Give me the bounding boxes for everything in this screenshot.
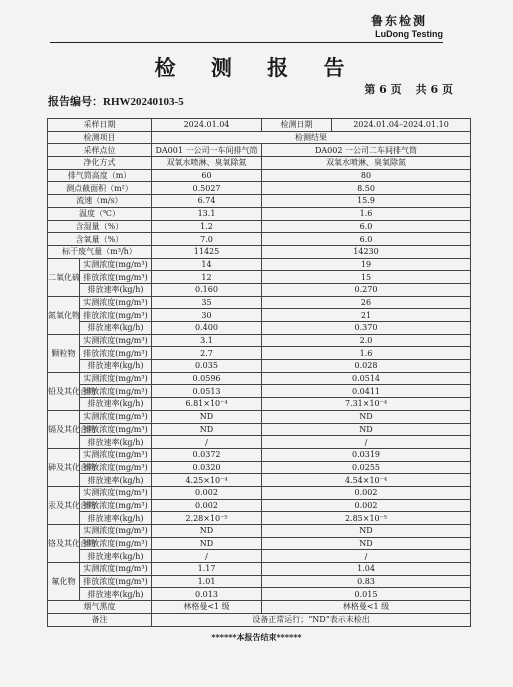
result-value-2: 0.270 bbox=[262, 283, 471, 296]
sub-item-label: 排放浓度(mg/m³) bbox=[80, 271, 152, 284]
page-number bbox=[364, 81, 453, 97]
table-row bbox=[48, 233, 471, 246]
result-value-2: 0.015 bbox=[262, 588, 471, 601]
table-row bbox=[48, 195, 471, 208]
sub-item-label: 排放浓度(mg/m³) bbox=[80, 423, 152, 436]
sub-item-label: 排放速率(kg/h) bbox=[80, 550, 152, 563]
table-row bbox=[48, 563, 471, 576]
table-row bbox=[48, 131, 471, 144]
sub-item-label: 排放速率(kg/h) bbox=[80, 322, 152, 335]
result-value-2: / bbox=[262, 550, 471, 563]
table-row bbox=[48, 486, 471, 499]
table-row bbox=[48, 575, 471, 588]
sub-item-label: 排放速率(kg/h) bbox=[80, 398, 152, 411]
purify-1: 双氧水喷淋、臭氧除氮 bbox=[152, 157, 262, 170]
result-table-body bbox=[48, 119, 471, 627]
item-label: 检测项目 bbox=[48, 131, 152, 144]
test-date-label: 检测日期 bbox=[262, 119, 332, 132]
result-value-2: 0.370 bbox=[262, 322, 471, 335]
sub-item-label: 排放浓度(mg/m³) bbox=[80, 575, 152, 588]
sub-item-label: 排放速率(kg/h) bbox=[80, 588, 152, 601]
sub-item-label: 排放速率(kg/h) bbox=[80, 512, 152, 525]
pollutant-name: 汞及其化合物 bbox=[48, 486, 80, 524]
sub-item-label: 排放浓度(mg/m³) bbox=[80, 537, 152, 550]
pollutant-name: 铅及其化合物 bbox=[48, 372, 80, 410]
result-value-1: 0.400 bbox=[152, 322, 262, 335]
sub-item-label: 实测浓度(mg/m³) bbox=[80, 372, 152, 385]
table-row bbox=[48, 372, 471, 385]
sub-item-label: 实测浓度(mg/m³) bbox=[80, 296, 152, 309]
sub-item-label: 排放浓度(mg/m³) bbox=[80, 385, 152, 398]
pollutant-name: 镉及其化合物 bbox=[48, 410, 80, 448]
point-2: DA002 一公司二车间排气筒 bbox=[262, 144, 471, 157]
table-row bbox=[48, 461, 471, 474]
param-label: 流速（m/s） bbox=[48, 195, 152, 208]
pollutant-name: 砷及其化合物 bbox=[48, 448, 80, 486]
param-value-2: 8.50 bbox=[262, 182, 471, 195]
param-value-1: 0.5027 bbox=[152, 182, 262, 195]
table-row bbox=[48, 182, 471, 195]
table-row bbox=[48, 613, 471, 626]
result-value-1: 4.25×10⁻⁴ bbox=[152, 474, 262, 487]
pollutant-name: 二氧化硫 bbox=[48, 258, 80, 296]
param-value-2: 1.6 bbox=[262, 207, 471, 220]
table-row bbox=[48, 271, 471, 284]
result-value-2: 0.0411 bbox=[262, 385, 471, 398]
result-value-1: 0.002 bbox=[152, 499, 262, 512]
table-row bbox=[48, 601, 471, 614]
table-row bbox=[48, 220, 471, 233]
result-value-2: 0.0319 bbox=[262, 448, 471, 461]
result-table bbox=[47, 118, 471, 627]
result-value-1: 1.17 bbox=[152, 563, 262, 576]
result-value-1: 0.0513 bbox=[152, 385, 262, 398]
remark-value: 设备正常运行；“ND”表示未检出 bbox=[152, 613, 471, 626]
result-label: 检测结果 bbox=[152, 131, 471, 144]
sub-item-label: 排放浓度(mg/m³) bbox=[80, 499, 152, 512]
sample-date-label: 采样日期 bbox=[48, 119, 152, 132]
param-value-1: 6.74 bbox=[152, 195, 262, 208]
table-row bbox=[48, 499, 471, 512]
result-value-1: 1.01 bbox=[152, 575, 262, 588]
table-row bbox=[48, 512, 471, 525]
table-row bbox=[48, 245, 471, 258]
pollutant-name: 氟化物 bbox=[48, 563, 80, 601]
param-value-2: 15.9 bbox=[262, 195, 471, 208]
result-value-2: 0.002 bbox=[262, 486, 471, 499]
table-row bbox=[48, 436, 471, 449]
result-value-2: 2.0 bbox=[262, 334, 471, 347]
param-value-1: 60 bbox=[152, 169, 262, 182]
table-row bbox=[48, 144, 471, 157]
result-value-2: 2.85×10⁻⁵ bbox=[262, 512, 471, 525]
table-row bbox=[48, 474, 471, 487]
sub-item-label: 排放速率(kg/h) bbox=[80, 474, 152, 487]
table-row bbox=[48, 207, 471, 220]
table-row bbox=[48, 169, 471, 182]
result-value-1: 2.7 bbox=[152, 347, 262, 360]
sub-item-label: 实测浓度(mg/m³) bbox=[80, 258, 152, 271]
table-row bbox=[48, 296, 471, 309]
param-value-2: 6.0 bbox=[262, 233, 471, 246]
result-value-2: ND bbox=[262, 525, 471, 538]
table-row bbox=[48, 322, 471, 335]
table-row bbox=[48, 283, 471, 296]
result-value-1: 0.0596 bbox=[152, 372, 262, 385]
report-number bbox=[48, 93, 184, 109]
sub-item-label: 实测浓度(mg/m³) bbox=[80, 334, 152, 347]
result-value-2: 19 bbox=[262, 258, 471, 271]
sub-item-label: 实测浓度(mg/m³) bbox=[80, 525, 152, 538]
result-value-2: 1.6 bbox=[262, 347, 471, 360]
sub-item-label: 实测浓度(mg/m³) bbox=[80, 563, 152, 576]
sub-item-label: 实测浓度(mg/m³) bbox=[80, 486, 152, 499]
table-row bbox=[48, 537, 471, 550]
sub-item-label: 排放速率(kg/h) bbox=[80, 360, 152, 373]
result-value-1: ND bbox=[152, 423, 262, 436]
result-value-2: 7.31×10⁻⁴ bbox=[262, 398, 471, 411]
result-value-1: / bbox=[152, 550, 262, 563]
result-value-1: 12 bbox=[152, 271, 262, 284]
result-value-2: 21 bbox=[262, 309, 471, 322]
table-row bbox=[48, 119, 471, 132]
result-value-2: 0.0255 bbox=[262, 461, 471, 474]
table-row bbox=[48, 347, 471, 360]
result-value-2: ND bbox=[262, 537, 471, 550]
result-value-1: 3.1 bbox=[152, 334, 262, 347]
table-row bbox=[48, 410, 471, 423]
result-value-1: 6.81×10⁻⁴ bbox=[152, 398, 262, 411]
table-row bbox=[48, 309, 471, 322]
sub-item-label: 实测浓度(mg/m³) bbox=[80, 410, 152, 423]
result-value-1: ND bbox=[152, 537, 262, 550]
result-value-2: ND bbox=[262, 410, 471, 423]
result-value-2: 15 bbox=[262, 271, 471, 284]
table-row bbox=[48, 448, 471, 461]
param-value-2: 80 bbox=[262, 169, 471, 182]
table-row bbox=[48, 588, 471, 601]
result-value-2: 0.028 bbox=[262, 360, 471, 373]
table-row bbox=[48, 525, 471, 538]
purify-label: 净化方式 bbox=[48, 157, 152, 170]
sub-item-label: 实测浓度(mg/m³) bbox=[80, 448, 152, 461]
result-value-1: 35 bbox=[152, 296, 262, 309]
result-value-1: 0.002 bbox=[152, 486, 262, 499]
result-value-1: 0.035 bbox=[152, 360, 262, 373]
header-rule bbox=[50, 42, 443, 43]
result-value-1: 0.0372 bbox=[152, 448, 262, 461]
result-value-1: 14 bbox=[152, 258, 262, 271]
point-1: DA001 一公司一车间排气筒 bbox=[152, 144, 262, 157]
sub-item-label: 排放浓度(mg/m³) bbox=[80, 309, 152, 322]
param-value-1: 13.1 bbox=[152, 207, 262, 220]
param-label: 排气筒高度（m） bbox=[48, 169, 152, 182]
smoke-value-1: 林格曼<1 级 bbox=[152, 601, 262, 614]
result-value-2: 26 bbox=[262, 296, 471, 309]
result-value-2: ND bbox=[262, 423, 471, 436]
param-label: 温度（℃） bbox=[48, 207, 152, 220]
result-value-1: 0.013 bbox=[152, 588, 262, 601]
result-value-1: 30 bbox=[152, 309, 262, 322]
pollutant-name: 氮氧化物 bbox=[48, 296, 80, 334]
result-value-2: 0.0514 bbox=[262, 372, 471, 385]
result-value-2: 0.002 bbox=[262, 499, 471, 512]
sub-item-label: 排放浓度(mg/m³) bbox=[80, 347, 152, 360]
table-row bbox=[48, 360, 471, 373]
param-label: 含湿量（%） bbox=[48, 220, 152, 233]
sub-item-label: 排放浓度(mg/m³) bbox=[80, 461, 152, 474]
param-label: 测点截面积（m²） bbox=[48, 182, 152, 195]
smoke-value-2: 林格曼<1 级 bbox=[262, 601, 471, 614]
param-value-1: 1.2 bbox=[152, 220, 262, 233]
sub-item-label: 排放速率(kg/h) bbox=[80, 283, 152, 296]
param-value-2: 6.0 bbox=[262, 220, 471, 233]
param-label: 含氧量（%） bbox=[48, 233, 152, 246]
sample-date: 2024.01.04 bbox=[152, 119, 262, 132]
param-value-2: 14230 bbox=[262, 245, 471, 258]
report-number-value: RHW20240103-5 bbox=[103, 96, 184, 108]
report-title: 检 测 报 告 bbox=[154, 55, 359, 80]
test-date: 2024.01.04–2024.01.10 bbox=[332, 119, 471, 132]
param-value-1: 11425 bbox=[152, 245, 262, 258]
page-current: 第 6 页 bbox=[364, 83, 402, 96]
result-value-1: 2.28×10⁻⁵ bbox=[152, 512, 262, 525]
table-row bbox=[48, 550, 471, 563]
table-row bbox=[48, 334, 471, 347]
table-row bbox=[48, 385, 471, 398]
table-row bbox=[48, 423, 471, 436]
result-value-1: 0.160 bbox=[152, 283, 262, 296]
remark-label: 备注 bbox=[48, 613, 152, 626]
param-label: 标干废气量（m³/h） bbox=[48, 245, 152, 258]
result-value-1: ND bbox=[152, 410, 262, 423]
param-value-1: 7.0 bbox=[152, 233, 262, 246]
result-value-1: / bbox=[152, 436, 262, 449]
pollutant-name: 铬及其化合物 bbox=[48, 525, 80, 563]
result-value-1: 0.0320 bbox=[152, 461, 262, 474]
result-value-2: / bbox=[262, 436, 471, 449]
company-name-cn: 鲁东检测 bbox=[370, 14, 427, 28]
table-row bbox=[48, 258, 471, 271]
purify-2: 双氧水喷淋、臭氧除氮 bbox=[262, 157, 471, 170]
pollutant-name: 颗粒物 bbox=[48, 334, 80, 372]
result-value-1: ND bbox=[152, 525, 262, 538]
result-value-2: 1.04 bbox=[262, 563, 471, 576]
result-value-2: 0.83 bbox=[262, 575, 471, 588]
page-total: 共 6 页 bbox=[415, 83, 453, 96]
smoke-label: 烟气黑度 bbox=[48, 601, 152, 614]
point-label: 采样点位 bbox=[48, 144, 152, 157]
report-number-label: 报告编号： bbox=[48, 95, 103, 108]
table-row bbox=[48, 157, 471, 170]
table-row bbox=[48, 398, 471, 411]
report-end: ******本报告结束****** bbox=[211, 632, 302, 642]
sub-item-label: 排放速率(kg/h) bbox=[80, 436, 152, 449]
result-value-2: 4.54×10⁻⁴ bbox=[262, 474, 471, 487]
company-name-en: LuDong Testing bbox=[375, 29, 443, 39]
